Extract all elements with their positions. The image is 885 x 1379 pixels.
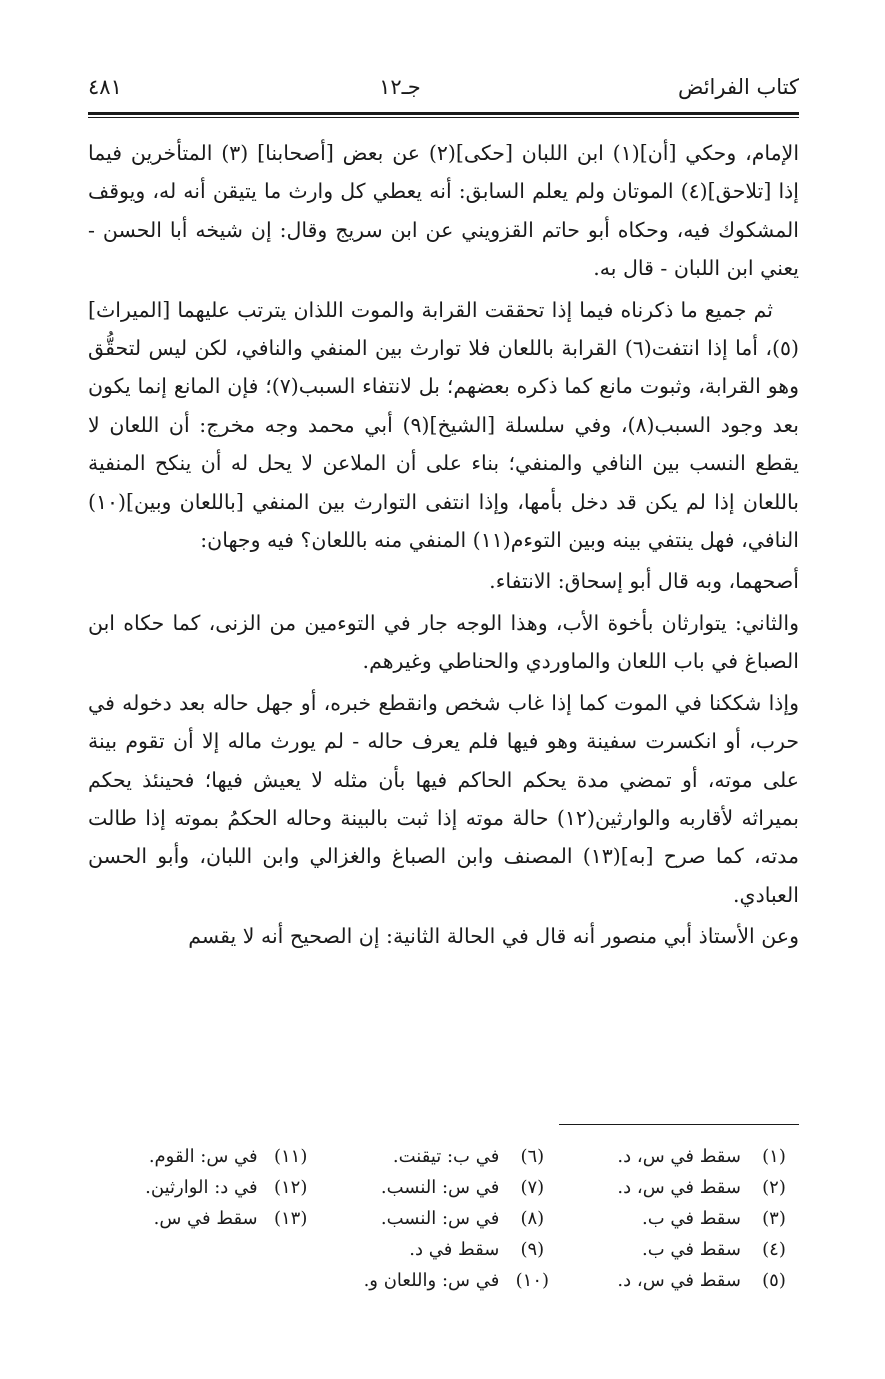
footnote (571, 1234, 799, 1265)
main-text (88, 134, 799, 956)
footnote-text: في س: النسب. (380, 1177, 500, 1198)
footnote (330, 1234, 558, 1265)
footnote (88, 1203, 316, 1234)
footnote-text: في س: النسب. (380, 1208, 500, 1229)
footnote-text: سقط في ب. (642, 1239, 741, 1260)
paragraph: أصحهما، وبه قال أبو إسحاق: الانتفاء. (489, 569, 799, 594)
header-rule (88, 112, 799, 115)
footnote-number: (١) (762, 1146, 786, 1167)
footnote (88, 1141, 316, 1172)
footnote-column (330, 1141, 558, 1296)
running-header (88, 62, 799, 112)
footnote-column (571, 1141, 799, 1296)
footnote-number: (٣) (762, 1208, 786, 1229)
footnote-text: في س: واللعان و. (363, 1270, 500, 1291)
page-number: ٤٨١ (88, 75, 122, 99)
footnote (571, 1203, 799, 1234)
header-rule-thin (88, 117, 799, 118)
footnote-text: سقط في س. (153, 1208, 258, 1229)
footnote-text: في ب: تيقنت. (392, 1146, 500, 1167)
footnote (571, 1172, 799, 1203)
footnote-text: سقط في ب. (642, 1208, 741, 1229)
footnote (330, 1265, 558, 1296)
footnote (571, 1141, 799, 1172)
footnote-number: (٥) (762, 1270, 786, 1291)
footnote (330, 1172, 558, 1203)
footnote-column (88, 1141, 316, 1296)
paragraph: الإمام، وحكي [أن](١) ابن اللبان [حكى](٢) عن بعض [أصحابنا] (٣) المتأخرين فيما إذا [تلاحق](٤) الموتان ولم يعلم السابق: أنه يعطي كل وارث ما يتيقن أنه له، ويوقف المشكوك فيه، وحكاه أبو حاتم القزويني عن ابن سريج وقال: إن شيخه أبا الحسن - يعني ابن اللبان - قال به. (88, 141, 800, 281)
footnote (88, 1172, 316, 1203)
footnote-number: (١٠) (515, 1270, 550, 1291)
footnote-number: (١٣) (273, 1208, 308, 1229)
footnote-number: (٨) (520, 1208, 545, 1229)
footnote-number: (٦) (520, 1146, 545, 1167)
book-title: كتاب الفرائض (677, 75, 799, 99)
footnote-number: (١١) (273, 1146, 308, 1167)
paragraph: وإذا شككنا في الموت كما إذا غاب شخص وانقطع خبره، أو جهل حاله بعد دخوله في حرب، أو انكسرت سفينة وهو فيها فلم يعرف حاله - لم يورث ماله إلا أن تقوم بينة على موته، أو تمضي مدة يحكم الحاكم فيها بأن مثله لا يعيش فيها؛ فحينئذ يحكم بميراثه لأقاربه والوارثين(١٢) حالة موته إذا ثبت بالبينة وحاله الحكمُ بموته إذا طالت مدته، كما صرح [به](١٣) المصنف وابن الصباغ والغزالي وابن اللبان، وأبو الحسن العبادي. (88, 690, 799, 907)
paragraph: وعن الأستاذ أبي منصور أنه قال في الحالة الثانية: إن الصحيح أنه لا يقسم (188, 924, 799, 949)
footnote-text: في س: القوم. (148, 1146, 258, 1167)
footnote-number: (٧) (520, 1177, 545, 1198)
footnote-separator (559, 1124, 799, 1125)
footnote-text: في د: الوارثين. (145, 1177, 258, 1198)
footnote-text: سقط في س، د. (617, 1270, 741, 1291)
footnotes (88, 1141, 799, 1296)
footnote (330, 1141, 558, 1172)
footnote (571, 1265, 799, 1296)
footnote-number: (٤) (762, 1239, 786, 1260)
footnote-number: (١٢) (273, 1177, 308, 1198)
footnote-number: (٩) (520, 1239, 545, 1260)
footnote-text: سقط في س، د. (617, 1146, 741, 1167)
paragraph: ثم جميع ما ذكرناه فيما إذا تحققت القرابة والموت اللذان يترتب عليهما [الميراث](٥)، أما إذا انتفت(٦) القرابة باللعان فلا توارث بين المنفي والنافي، لكن ليس لتحقُّق وهو القرابة، وثبوت مانع كما ذكره بعضهم؛ بل لانتفاء السبب(٧)؛ فإن المانع إنما يكون بعد وجود السبب(٨)، وفي سلسلة [الشيخ](٩) أبي محمد وجه مخرج: أن اللعان لا يقطع النسب بين النافي والمنفي؛ بناء على أن الملاعن لا يحل له أن ينكح المنفية باللعان إذا لم يكن قد دخل بأمها، وإذا انتفى التوارث بين المنفي [باللعان وبين](١٠) النافي، فهل ينتفي بينه وبين التوءم(١١) المنفي منه باللعان؟ فيه وجهان: (88, 297, 800, 553)
volume-label: جـ١٢ (379, 75, 421, 99)
footnote (330, 1203, 558, 1234)
paragraph: والثاني: يتوارثان بأخوة الأب، وهذا الوجه جار في التوءمين من الزنى، كما حكاه ابن الصباغ في باب اللعان والماوردي والحناطي وغيرهم. (88, 610, 799, 674)
footnote-text: سقط في س، د. (617, 1177, 741, 1198)
footnote-text: سقط في د. (409, 1239, 500, 1260)
footnote-number: (٢) (762, 1177, 786, 1198)
